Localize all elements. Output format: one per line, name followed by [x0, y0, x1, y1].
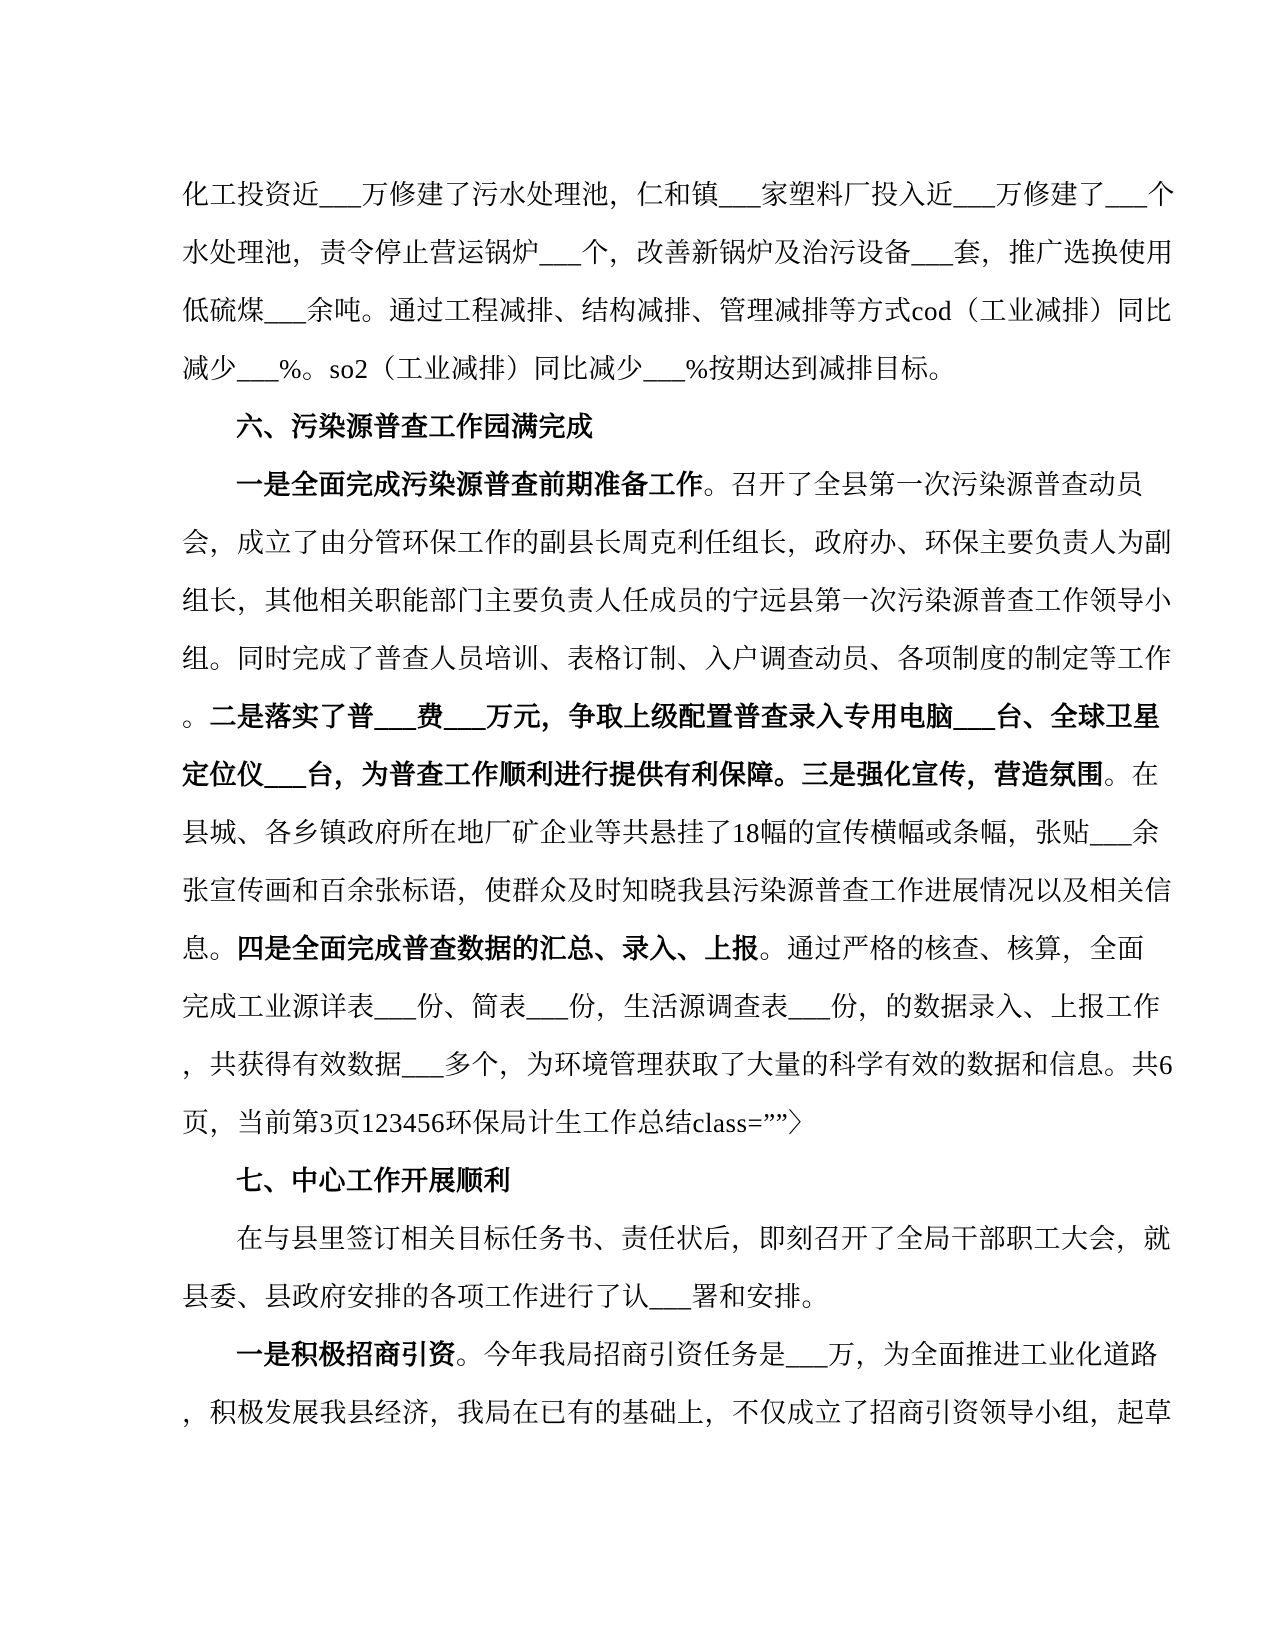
- text-run: 。: [182, 702, 210, 732]
- text-run: 页，当前第3页123456环保局计生工作总结class=””〉: [182, 1108, 816, 1138]
- document-lines: [182, 166, 1175, 1442]
- text-line: [182, 1152, 1135, 1210]
- text-run: 县委、县政府安排的各项工作进行了认___署和安排。: [182, 1282, 829, 1312]
- bold-text-run: 七、中心工作开展顺利: [236, 1166, 511, 1196]
- text-run: 减少___%。so2（工业减排）同比减少___%按期达到减排目标。: [182, 354, 956, 384]
- bold-text-run: 二是落实了普___费___万元，争取上级配置普查录入专用电脑___台、全球卫星: [209, 702, 1161, 732]
- text-run: ，共获得有效数据___多个，为环境管理获取了大量的科学有效的数据和信息。共6: [182, 1050, 1173, 1080]
- text-run: ，积极发展我县经济，我局在已有的基础上，不仅成立了招商引资领导小组，起草: [182, 1398, 1172, 1428]
- text-line: [182, 688, 1161, 746]
- text-run: 息。: [182, 934, 237, 964]
- text-line: [182, 572, 1172, 630]
- text-run: 。召开了全县第一次污染源普查动员: [703, 470, 1144, 500]
- text-line: [182, 1326, 1158, 1384]
- text-line: [182, 224, 1174, 282]
- text-run: 低硫煤___余吨。通过工程减排、结构减排、管理减排等方式cod（工业减排）同比: [182, 296, 1172, 326]
- bold-text-run: 一是全面完成污染源普查前期准备工作: [236, 470, 704, 500]
- text-line: [182, 282, 1172, 340]
- text-line: [182, 978, 1161, 1036]
- text-run: 县城、各乡镇政府所在地厂矿企业等共悬挂了18幅的宣传横幅或条幅，张贴___余: [182, 818, 1160, 848]
- text-run: 完成工业源详表___份、简表___份，生活源调查表___份，的数据录入、上报工作: [182, 992, 1161, 1022]
- text-line: [182, 920, 1145, 978]
- text-line: [182, 1268, 1135, 1326]
- text-line: [182, 340, 1135, 398]
- text-line: [182, 630, 1172, 688]
- text-line: [182, 746, 1159, 804]
- bold-text-run: 四是全面完成普查数据的汇总、录入、上报: [237, 934, 760, 964]
- text-run: 。在: [1104, 760, 1159, 790]
- text-line: [182, 1384, 1172, 1442]
- text-line: [182, 514, 1172, 572]
- text-run: 。通过严格的核查、核算，全面: [759, 934, 1145, 964]
- text-line: [182, 398, 1135, 456]
- text-run: 水处理池，责令停止营运锅炉___个，改善新锅炉及治污设备___套，推广选换使用: [182, 238, 1174, 268]
- text-run: 。今年我局招商引资任务是___万，为全面推进工业化道路: [456, 1340, 1158, 1370]
- text-line: [182, 1210, 1171, 1268]
- text-line: [182, 862, 1172, 920]
- text-line: [182, 804, 1160, 862]
- text-run: 组长，其他相关职能部门主要负责人任成员的宁远县第一次污染源普查工作领导小: [182, 586, 1172, 616]
- text-run: 化工投资近___万修建了污水处理池，仁和镇___家塑料厂投入近___万修建了___个: [182, 180, 1175, 210]
- bold-text-run: 定位仪___台，为普查工作顺利进行提供有利保障。三是强化宣传，营造氛围: [182, 760, 1104, 790]
- text-run: 会，成立了由分管环保工作的副县长周克利任组长，政府办、环保主要负责人为副: [182, 528, 1172, 558]
- text-run: 在与县里签订相关目标任务书、责任状后，即刻召开了全局干部职工大会，就: [236, 1224, 1171, 1254]
- text-line: [182, 166, 1175, 224]
- bold-text-run: 一是积极招商引资: [236, 1340, 456, 1370]
- text-line: [182, 1036, 1173, 1094]
- text-line: [182, 1094, 1135, 1152]
- text-run: 张宣传画和百余张标语，使群众及时知晓我县污染源普查工作进展情况以及相关信: [182, 876, 1172, 906]
- text-run: 组。同时完成了普查人员培训、表格订制、入户调查动员、各项制度的制定等工作: [182, 644, 1172, 674]
- bold-text-run: 六、污染源普查工作园满完成: [236, 412, 594, 442]
- text-line: [182, 456, 1144, 514]
